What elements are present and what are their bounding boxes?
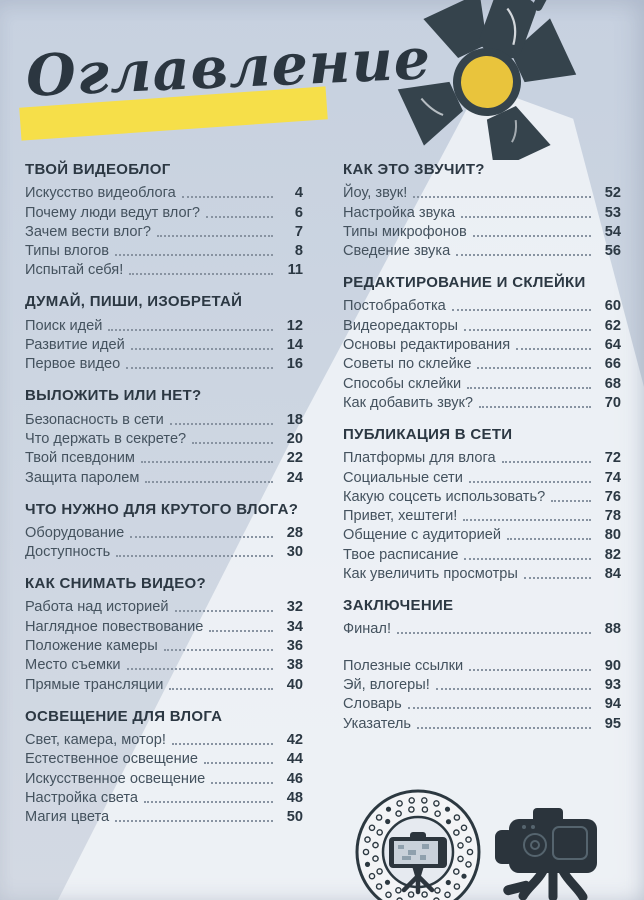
toc-section (343, 273, 621, 412)
entry-page-number: 44 (286, 751, 303, 768)
dotted-leader (144, 801, 273, 803)
entry-title: Защита паролем (25, 469, 140, 486)
entry-title: Искусство видеоблога (25, 185, 176, 202)
entry-page-number: 48 (286, 789, 303, 806)
dotted-leader (461, 216, 591, 218)
dotted-leader (169, 688, 273, 690)
toc-column-left (25, 160, 303, 839)
entry-title: Как добавить звук? (343, 394, 473, 411)
entry-title: Типы микрофонов (343, 223, 467, 240)
dotted-leader (192, 442, 273, 444)
section-heading: ПУБЛИКАЦИЯ В СЕТИ (343, 425, 513, 443)
entry-page-number: 24 (286, 469, 303, 486)
toc-entry (343, 713, 621, 732)
page-title: Оглавление (24, 25, 433, 110)
entry-page-number: 4 (294, 185, 303, 202)
toc-entry (25, 260, 303, 279)
toc-section (343, 596, 621, 732)
entry-page-number: 56 (604, 243, 621, 260)
dotted-leader (131, 348, 273, 350)
dotted-leader (170, 423, 273, 425)
toc-entry (25, 315, 303, 334)
dotted-leader (524, 577, 591, 579)
toc-entry (343, 544, 621, 563)
entry-title: Положение камеры (25, 638, 158, 655)
entry-page-number: 76 (604, 488, 621, 505)
toc-section (25, 292, 303, 373)
toc-section (25, 707, 303, 826)
toc-columns (25, 160, 621, 839)
section-heading: РЕДАКТИРОВАНИЕ И СКЛЕЙКИ (343, 274, 586, 292)
entry-page-number: 74 (604, 469, 621, 486)
entry-page-number: 7 (294, 223, 303, 240)
entry-title: Сведение звука (343, 243, 451, 260)
entry-page-number: 50 (286, 809, 303, 826)
toc-entry (343, 506, 621, 525)
toc-entry (25, 467, 303, 486)
toc-entry (343, 183, 621, 202)
dotted-leader (516, 348, 591, 350)
entry-page-number: 53 (604, 204, 621, 221)
entry-page-number: 22 (286, 450, 303, 467)
entry-page-number: 60 (604, 298, 621, 315)
toc-entry (25, 202, 303, 221)
dotted-leader (175, 610, 273, 612)
entry-title: Прямые трансляции (25, 676, 164, 693)
entry-page-number: 18 (286, 411, 303, 428)
entry-title: Социальные сети (343, 469, 463, 486)
entry-page-number: 28 (286, 524, 303, 541)
entry-title: Привет, хештеги! (343, 508, 458, 525)
toc-entry (343, 315, 621, 334)
dotted-leader (408, 707, 591, 709)
entry-title: Типы влогов (25, 243, 109, 260)
toc-entry (343, 675, 621, 694)
toc-entry (343, 619, 621, 638)
entry-page-number: 32 (286, 599, 303, 616)
dotted-leader (108, 329, 273, 331)
dotted-leader (463, 519, 591, 521)
dotted-leader (145, 481, 273, 483)
toc-entry (343, 467, 621, 486)
entry-title: Настройка звука (343, 204, 456, 221)
entry-title: Платформы для влога (343, 450, 496, 467)
entry-page-number: 46 (286, 770, 303, 787)
dotted-leader (507, 538, 591, 540)
ring-light-icon (342, 778, 494, 900)
entry-page-number: 95 (604, 715, 621, 732)
dotted-leader (115, 820, 273, 822)
section-heading: ЧТО НУЖНО ДЛЯ КРУТОГО ВЛОГА? (25, 500, 299, 518)
toc-entry (25, 448, 303, 467)
dotted-leader (479, 406, 591, 408)
toc-entry (343, 487, 621, 506)
dotted-leader (164, 649, 273, 651)
dotted-leader (417, 727, 591, 729)
toc-entry (343, 694, 621, 713)
entry-title: Первое видео (25, 356, 121, 373)
entry-title: Доступность (25, 544, 111, 561)
dotted-leader (502, 461, 591, 463)
entry-title: Как увеличить просмотры (343, 566, 518, 583)
dotted-leader (464, 329, 591, 331)
dotted-leader (477, 367, 591, 369)
dotted-leader (204, 762, 273, 764)
entry-page-number: 14 (286, 337, 303, 354)
entry-title: Твой псевдоним (25, 450, 135, 467)
dotted-leader (126, 367, 273, 369)
entry-page-number: 11 (287, 262, 303, 279)
toc-entry (343, 525, 621, 544)
toc-entry (343, 202, 621, 221)
entry-page-number: 12 (286, 317, 303, 334)
section-heading: КАК СНИМАТЬ ВИДЕО? (25, 575, 206, 593)
dotted-leader (469, 669, 591, 671)
section-heading: ОСВЕЩЕНИЕ ДЛЯ ВЛОГА (25, 707, 223, 725)
dotted-leader (473, 235, 591, 237)
dotted-leader (469, 481, 591, 483)
entry-title: Естественное освещение (25, 751, 199, 768)
toc-column-right (343, 160, 621, 839)
entry-title: Финал! (343, 621, 391, 638)
entry-title: Магия цвета (25, 809, 110, 826)
toc-entry (25, 523, 303, 542)
toc-entry (343, 222, 621, 241)
toc-entry (25, 241, 303, 260)
toc-entry (25, 542, 303, 561)
entry-title: Испытай себя! (25, 262, 124, 279)
dotted-leader (436, 688, 591, 690)
toc-entry (25, 222, 303, 241)
entry-page-number: 16 (286, 356, 303, 373)
toc-entry (25, 788, 303, 807)
toc-entry (25, 655, 303, 674)
dotted-leader (157, 235, 273, 237)
entry-page-number: 38 (286, 657, 303, 674)
toc-entry (25, 674, 303, 693)
dotted-leader (397, 632, 591, 634)
toc-entry (343, 241, 621, 260)
section-heading: КАК ЭТО ЗВУЧИТ? (343, 161, 485, 178)
dotted-leader (130, 536, 273, 538)
section-heading: ЗАКЛЮЧЕНИЕ (343, 597, 454, 615)
dotted-leader (464, 558, 591, 560)
toc-entry (25, 616, 303, 635)
entry-title: Эй, влогеры! (343, 676, 430, 693)
dotted-leader (413, 196, 591, 198)
entry-page-number: 78 (604, 508, 621, 525)
entry-page-number: 70 (604, 394, 621, 411)
entry-title: Указатель (343, 715, 412, 732)
dotted-leader (129, 273, 273, 275)
entry-page-number: 80 (604, 527, 621, 544)
entry-title: Видеоредакторы (343, 317, 458, 334)
entry-page-number: 54 (604, 223, 621, 240)
dotted-leader (127, 668, 273, 670)
entry-title: Какую соцсеть использовать? (343, 488, 546, 505)
toc-entry (25, 429, 303, 448)
toc-entry (343, 373, 621, 392)
section-heading: ДУМАЙ, ПИШИ, ИЗОБРЕТАЙ (25, 293, 243, 311)
entry-title: Свет, камера, мотор! (25, 731, 166, 748)
toc-entry (343, 393, 621, 412)
entry-title: Наглядное повествование (25, 618, 204, 635)
dotted-leader (456, 254, 591, 256)
entry-title: Настройка света (25, 789, 139, 806)
toc-entry (25, 183, 303, 202)
toc-entry (25, 354, 303, 373)
entry-title: Советы по склейке (343, 356, 472, 373)
entry-page-number: 8 (294, 243, 303, 260)
spotlight-icon (395, 0, 644, 160)
entry-page-number: 30 (286, 544, 303, 561)
entry-title: Поиск идей (25, 317, 103, 334)
entry-page-number: 72 (604, 450, 621, 467)
entry-page-number: 36 (286, 638, 303, 655)
entry-title: Полезные ссылки (343, 657, 464, 674)
entry-title: Место съемки (25, 657, 121, 674)
dotted-leader (467, 387, 591, 389)
entry-title: Йоу, звук! (343, 185, 408, 202)
entry-page-number: 52 (604, 185, 621, 202)
entry-title: Безопасность в сети (25, 411, 164, 428)
entry-page-number: 20 (286, 430, 303, 447)
dotted-leader (211, 782, 273, 784)
entry-page-number: 93 (604, 676, 621, 693)
entry-page-number: 88 (604, 621, 621, 638)
entry-title: Основы редактирования (343, 337, 511, 354)
toc-entry (25, 597, 303, 616)
entry-page-number: 64 (604, 337, 621, 354)
entry-page-number: 62 (604, 317, 621, 334)
toc-entry (343, 296, 621, 315)
toc-section (343, 160, 621, 260)
entry-title: Что держать в секрете? (25, 430, 187, 447)
entry-page-number: 94 (604, 696, 621, 713)
toc-entry (343, 655, 621, 674)
entry-title: Искусственное освещение (25, 770, 206, 787)
section-heading: ВЫЛОЖИТЬ ИЛИ НЕТ? (25, 387, 202, 405)
section-heading: ТВОЙ ВИДЕОБЛОГ (25, 161, 171, 178)
dotted-leader (116, 555, 273, 557)
entry-page-number: 34 (286, 618, 303, 635)
toc-section (25, 500, 303, 562)
entry-title: Общение с аудиторией (343, 527, 502, 544)
toc-entry (25, 768, 303, 787)
dotted-leader (209, 630, 273, 632)
entry-title: Постобработка (343, 298, 446, 315)
entry-title: Твое расписание (343, 546, 459, 563)
entry-page-number: 42 (286, 731, 303, 748)
toc-section (25, 386, 303, 486)
dotted-leader (206, 216, 273, 218)
toc-section (25, 160, 303, 279)
entry-page-number: 66 (604, 356, 621, 373)
entry-title: Способы склейки (343, 375, 462, 392)
dotted-leader (182, 196, 273, 198)
toc-entry (343, 354, 621, 373)
toc-entry (25, 335, 303, 354)
toc-entry (343, 448, 621, 467)
entry-page-number: 84 (604, 566, 621, 583)
entry-title: Оборудование (25, 524, 125, 541)
toc-section (343, 425, 621, 583)
entry-page-number: 90 (604, 657, 621, 674)
camera-icon (495, 775, 635, 900)
dotted-leader (141, 461, 273, 463)
entry-page-number: 6 (294, 204, 303, 221)
toc-entry (25, 409, 303, 428)
entry-title: Почему люди ведут влог? (25, 204, 201, 221)
entry-page-number: 68 (604, 375, 621, 392)
dotted-leader (551, 500, 591, 502)
toc-entry (25, 636, 303, 655)
entry-page-number: 82 (604, 546, 621, 563)
entry-title: Развитие идей (25, 337, 125, 354)
dotted-leader (452, 309, 591, 311)
entry-page-number: 40 (286, 676, 303, 693)
toc-section (25, 574, 303, 693)
toc-entry (343, 335, 621, 354)
toc-entry (25, 807, 303, 826)
entry-title: Словарь (343, 696, 402, 713)
dotted-leader (172, 743, 273, 745)
entry-title: Зачем вести влог? (25, 223, 151, 240)
toc-entry (343, 564, 621, 583)
toc-entry (25, 730, 303, 749)
toc-entry (25, 749, 303, 768)
entry-title: Работа над историей (25, 599, 169, 616)
dotted-leader (115, 254, 273, 256)
